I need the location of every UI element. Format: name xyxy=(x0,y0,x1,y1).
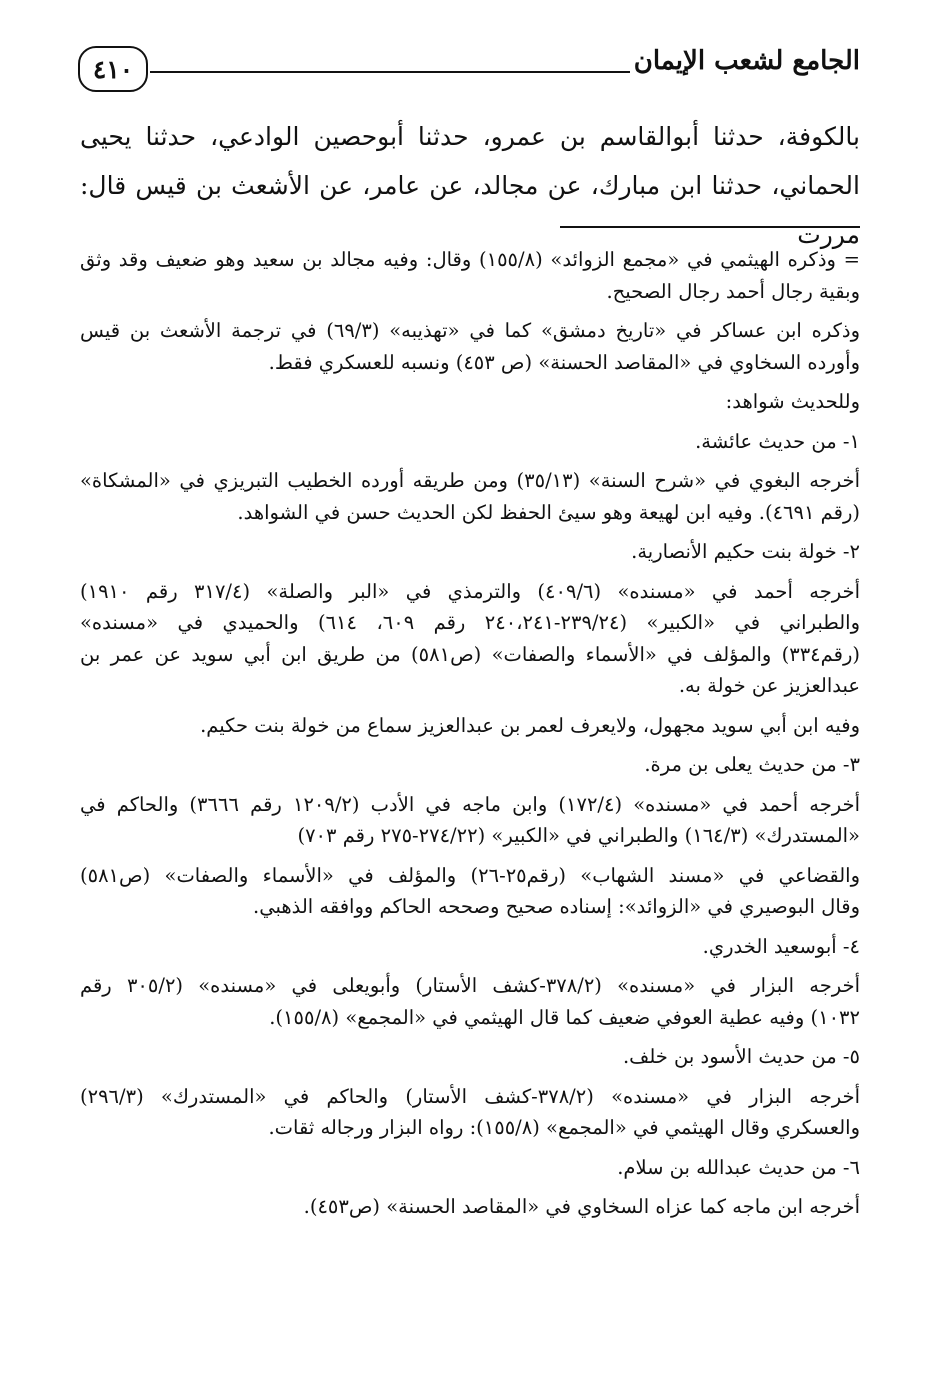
footnote-line: والقضاعي في «مسند الشهاب» (رقم٢٥-٢٦) والمؤلف في «الأسماء والصفات» (ص٥٨١) xyxy=(80,863,860,887)
running-title: الجامع لشعب الإيمان xyxy=(633,46,860,76)
page-header xyxy=(70,38,860,98)
footnote-line: وأورده السخاوي في «المقاصد الحسنة» (ص ٤٥٣) ونسبه للعسكري فقط. xyxy=(268,350,860,374)
footnote-paragraph xyxy=(80,426,860,458)
footnote-paragraph xyxy=(80,931,860,963)
footnote-line: والطبراني في «الكبير» (٢٣٩/٢٤-٢٤٠،٢٤١ رقم ٦٠٩، ٦١٤) والحميدي في «مسنده» xyxy=(80,611,861,634)
footnote-line: «المستدرك» (١٦٤/٣) والطبراني في «الكبير» (٢٧٤/٢٢-٢٧٥ رقم ٧٠٣) xyxy=(297,824,860,847)
footnote-line: أخرجه البزار في «مسنده» (٣٧٨/٢-كشف الأستار) وأبويعلى في «مسنده» (٣٠٥/٢ رقم xyxy=(80,974,860,997)
main-text-line: الحماني، حدثنا ابن مبارك، عن مجالد، عن عامر، عن الأشعث بن قيس قال: مررت xyxy=(80,171,860,249)
footnote-paragraph xyxy=(80,710,860,742)
footnote-line: أخرجه البزار في «مسنده» (٣٧٨/٢-كشف الأستار) والحاكم في «المستدرك» (٢٩٦/٣) xyxy=(80,1084,861,1108)
footnote-line: أخرجه البغوي في «شرح السنة» (٣٥/١٣) ومن طريقه أورده الخطيب التبريزي في «المشكاة» xyxy=(80,469,860,492)
footnote-paragraph xyxy=(80,576,860,702)
footnote-line: وبقية رجال أحمد رجال الصحيح. xyxy=(606,279,860,303)
footnote-paragraph xyxy=(80,465,860,528)
footnote-paragraph xyxy=(80,1152,860,1184)
footnote-separator xyxy=(560,226,860,228)
main-text-line: بالكوفة، حدثنا أبوالقاسم بن عمرو، حدثنا أبوحصين الوادعي، حدثنا يحيى xyxy=(80,122,860,151)
footnote-line: عبدالعزيز عن خولة به. xyxy=(678,674,860,697)
footnote-paragraph xyxy=(80,749,860,781)
footnote-line: ٣- من حديث يعلى بن مرة. xyxy=(644,753,860,776)
footnote-line: ٥- من حديث الأسود بن خلف. xyxy=(622,1045,860,1068)
footnote-paragraph xyxy=(80,244,860,307)
header-rule xyxy=(150,71,630,73)
footnote-line: (رقم ٤٦٩١). وفيه ابن لهيعة وهو سيئ الحفظ لكن الحديث حسن في الشواهد. xyxy=(237,500,860,524)
main-text xyxy=(80,112,860,259)
footnote-line: أخرجه أحمد في «مسنده» (٤٠٩/٦) والترمذي في «البر والصلة» (٣١٧/٤ رقم ١٩١٠) xyxy=(80,579,860,603)
page-number: ٤١٠ xyxy=(78,46,148,92)
footnote-line: = وذكره الهيثمي في «مجمع الزوائد» (١٥٥/٨) وقال: وفيه مجالد بن سعيد وهو ضعيف وقد وثق xyxy=(80,248,860,271)
footnote-paragraph xyxy=(80,970,860,1033)
footnote-paragraph xyxy=(80,536,860,568)
footnote-paragraph xyxy=(80,1041,860,1073)
footnote-line: ١٠٣٢) وفيه عطية العوفي ضعيف كما قال الهيثمي في «المجمع» (١٥٥/٨). xyxy=(269,1005,860,1029)
footnote-paragraph xyxy=(80,1081,860,1144)
footnote-paragraph xyxy=(80,315,860,378)
footnote-line: وقال البوصيري في «الزوائد»: إسناده صحيح وصححه الحاكم ووافقه الذهبي. xyxy=(253,895,860,918)
footnotes xyxy=(80,244,860,1231)
footnote-paragraph xyxy=(80,789,860,852)
footnote-line: وللحديث شواهد: xyxy=(725,390,860,413)
footnote-line: ١- من حديث عائشة. xyxy=(695,429,860,453)
footnote-line: ٤- أبوسعيد الخدري. xyxy=(702,934,860,958)
footnote-line: وذكره ابن عساكر في «تاريخ دمشق» كما في «تهذيبه» (٦٩/٣) في ترجمة الأشعث بن قيس xyxy=(80,319,860,342)
footnote-line: أخرجه ابن ماجه كما عزاه السخاوي في «المقاصد الحسنة» (ص٤٥٣). xyxy=(303,1195,860,1218)
footnote-paragraph xyxy=(80,386,860,418)
footnote-line: أخرجه أحمد في «مسنده» (١٧٢/٤) وابن ماجه في الأدب (١٢٠٩/٢ رقم ٣٦٦٦) والحاكم في xyxy=(80,792,860,816)
footnote-line: ٢- خولة بنت حكيم الأنصارية. xyxy=(631,540,860,563)
footnote-paragraph xyxy=(80,860,860,923)
footnote-line: ٦- من حديث عبدالله بن سلام. xyxy=(617,1155,860,1179)
footnote-line: (رقم٣٣٤) والمؤلف في «الأسماء والصفات» (ص٥٨١) من طريق ابن أبي سويد عن عمر بن xyxy=(80,642,860,666)
footnote-line: والعسكري وقال الهيثمي في «المجمع» (١٥٥/٨): رواه البزار ورجاله ثقات. xyxy=(268,1116,860,1139)
footnote-paragraph xyxy=(80,1191,860,1223)
footnote-line: وفيه ابن أبي سويد مجهول، ولايعرف لعمر بن عبدالعزيز سماع من خولة بنت حكيم. xyxy=(200,713,860,737)
